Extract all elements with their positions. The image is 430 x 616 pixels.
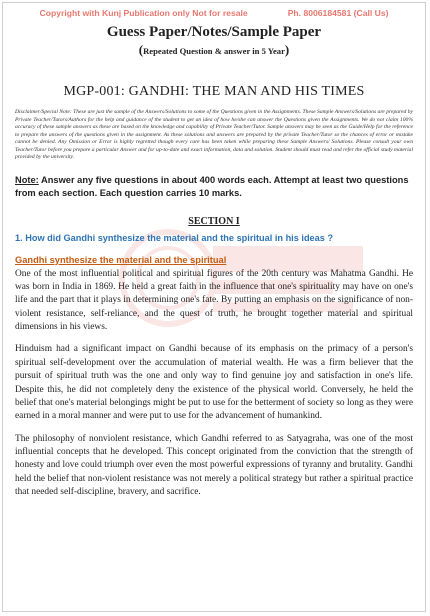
subtitle-text: Repeated Question & answer in 5 Year [143,46,285,56]
document-page [2,2,426,612]
answer-paragraph: One of the most influential political and spiritual figures of the 20th century was Mahatma Gandhi. He was born in India in 1869. He held a great faith in the influence that one's spirituality may have on one's life and the part that it plays in determining one's fate. By putting an emphasis on the significance of non-violent resistance, self-reliance, and the quest of truth, he brought together material and spiritual dimensions in his views. [15,268,413,333]
section-title: SECTION I [188,215,240,227]
header-bar [15,8,413,18]
copyright-notice: Copyright with Kunj Publication only Not for resale [39,8,248,18]
subtitle-open-paren: ( [138,42,144,57]
question-text: 1. How did Gandhi synthesize the material and the spiritual in his ideas ? [15,232,334,243]
answer-paragraph: The philosophy of nonviolent resistance, which Gandhi referred to as Satyagraha, was one of the most influential concepts that he developed. This concept originated from the conviction that the strength of honesty and love could triumph over even the most powerful expressions of tyranny and brutality. Gandhi held the belief that non-violent resistance was not merely a political strategy but rather a spiritual practice that needed self-discipline, bravery, and sacrifice. [15,433,413,497]
answer-paragraph: Hinduism had a significant impact on Gandhi because of its emphasis on the primacy of a person's spiritual self-development over the accumulation of material wealth. He was a firm believer that the pursuit of spiritual truth was the one and only way to find genuine joy and satisfaction in one's life. Despite this, he did not completely deny the existence of the physical world. Conversely, he held the belief that one's material belongings might be put to use for the betterment of society so long as they were earned in a moral manner and were put to use for the advancement of humankind. [15,344,413,422]
header-title: Guess Paper/Notes/Sample Paper [106,24,322,40]
note-text: Answer any five questions in about 400 words each. Attempt at least two questions from each section. Each question carries 10 marks. [15,174,409,199]
subtitle-close-paren: ) [284,42,290,57]
contact-phone: Ph. 8006184581 (Call Us) [287,8,389,18]
note-label: Note: [15,174,39,185]
disclaimer-text: Disclaimer/Special Note: These are just the sample of the Answers/Solutions to some of the Questions given in the Assignments. These Sample Answers/Solutions are prepared by Private Teacher/Tutors/Authors for the help and guidance of the student to get an idea of how he/she can answer the Questions given the Assignments. We do not claim 100% accuracy of these sample answers as these are based on the knowledge and capability of Private Teacher/Tutor. Sample answers may be seen as the Guide/Help for the reference to prepare the answers of the questions given in the assignment. As these solutions and answers are prepared by the private Teacher/Tutor so the chances of error or mistake cannot be denied. Any Omission or Error is highly regretted though every care has been taken while preparing these Sample Answers/ Solutions. Please consult your own Teacher/Tutor before you prepare a particular Answer and for up-to-date and exact information, data and solution. Student should must read and refer the official study material provided by the university. [15,109,413,161]
course-title: MGP-001: GANDHI: THE MAN AND HIS TIMES [63,84,365,99]
note-block [15,174,413,201]
header-subtitle [15,42,413,58]
answer-heading: Gandhi synthesize the material and the spiritual [15,254,227,265]
